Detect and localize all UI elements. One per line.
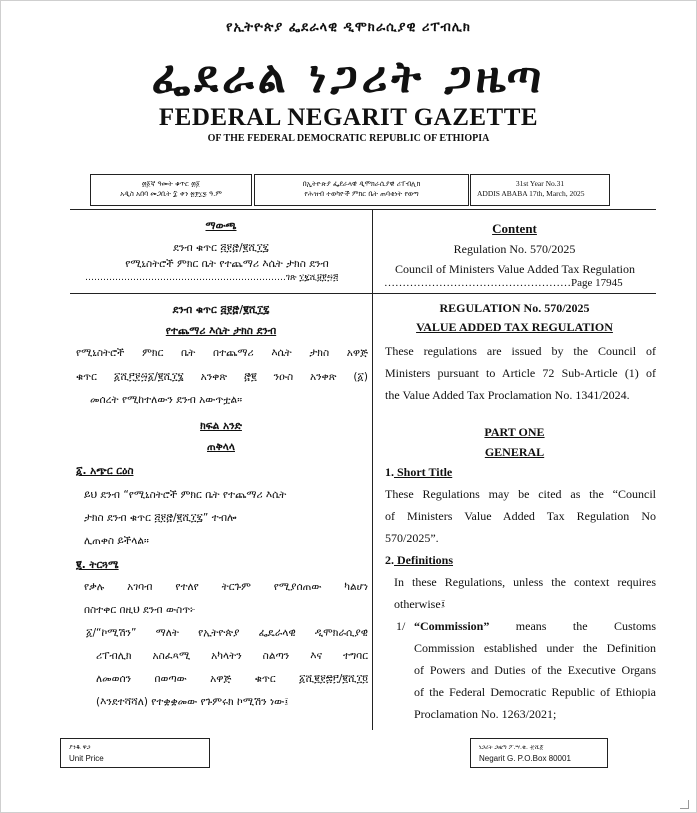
part-subtitle-english: GENERAL: [484, 445, 545, 459]
section-1-line-3-english: 570/2025”.: [385, 531, 439, 545]
contents-rule-left: [70, 293, 372, 294]
definition-1-line-1-rest: means the Customs: [489, 619, 656, 633]
contents-page-amharic: ………………………………………………………….ገጽ ፲፯ሺ፱፻፵፭: [85, 273, 339, 283]
section-2-line-2-english: otherwise፤: [394, 597, 446, 611]
definition-1-line-3-amharic: ለመወሰን በወጣው አዋጅ ቁጥር ፩ሺ፪፻፷፫/፪ሺ፲፬: [96, 673, 368, 685]
definition-1-line-2-amharic: ሪፐብሊክ አስፈጻሚ አካላትን ስልጣን እና ተግባር: [96, 650, 368, 662]
section-1-line-1-amharic: ይህ ደንብ “የሚኒስትሮች ምክር ቤት የተጨማሪ እሴት: [84, 489, 287, 501]
issue-date-english: ADDIS ABABA 17th, March, 2025: [477, 189, 585, 198]
contents-reg-title-amharic: የሚኒስትሮች ምክር ቤት የተጨማሪ እሴት ታክስ ደንብ: [125, 258, 329, 270]
contents-page-english: ……………………………………………Page 17945: [384, 277, 623, 289]
definition-1-line-3-english: of Powers and Duties of the Executive Organs: [414, 663, 656, 677]
issue-number-amharic: ፴፩ኛ ዓመት ቁጥር ፴፩: [141, 180, 201, 188]
top-rule: [70, 209, 656, 210]
reg-title-english: VALUE ADDED TAX REGULATION: [416, 320, 613, 334]
contents-title-english: Content: [492, 221, 537, 236]
section-1-line-3-amharic: ሊጠቀስ ይችላል።: [84, 535, 149, 547]
section-1-line-2-english: of Ministers Value Added Tax Regulation No: [385, 509, 656, 523]
unit-price-english: Unit Price: [69, 754, 104, 763]
definition-1-term: “Commission”: [414, 619, 490, 633]
section-1-line-1-english: These Regulations may be cited as the “Council: [385, 487, 656, 501]
header-amharic-republic: የኢትዮጵያ ፌደራላዊ ዲሞክራሲያዊ ሪፐብሊክ: [226, 20, 471, 35]
part-title-english: PART ONE: [484, 425, 545, 439]
intro-english-line-2: Ministers pursuant to Article 72 Sub-Article (1) of: [385, 366, 656, 380]
contents-title-amharic: ማውጫ: [205, 220, 237, 232]
section-2-number: 2.: [385, 553, 394, 567]
definition-1-number: 1/: [396, 619, 406, 633]
section-2-title: Definitions: [394, 553, 454, 567]
reg-number-english: REGULATION No. 570/2025: [439, 301, 590, 315]
definition-1-line-2-english: Commission established under the Definition: [414, 641, 656, 655]
po-box-box: [470, 738, 608, 768]
unit-price-amharic: ያንዱ ዋጋ: [69, 744, 91, 751]
publisher-info: [254, 174, 469, 206]
definition-1-line-4-amharic: (እንደተሻሻለ) የተቋቋመው የጉምሩክ ኮሚሽን ነው፤: [96, 696, 289, 708]
header-english-title: FEDERAL NEGARIT GAZETTE: [158, 104, 539, 131]
definition-1-line-1-english: [414, 619, 656, 634]
reg-title-amharic: የተጨማሪ እሴት ታክስ ደንብ: [165, 325, 277, 337]
header-english-subtitle: OF THE FEDERAL DEMOCRATIC REPUBLIC OF ETHIOPIA: [207, 133, 490, 144]
header-amharic-title: ፌደራል ነጋሪት ጋዜጣ: [151, 52, 546, 103]
intro-english-line-1: These regulations are issued by the Council of: [385, 344, 656, 358]
intro-english-line-3: the Value Added Tax Proclamation No. 1341/2024.: [385, 388, 630, 402]
section-1-heading-amharic: ፩. አጭር ርዕስ: [76, 465, 134, 477]
po-box-amharic: ነጋሪት ጋዜጣ ፖ.ሣ.ቁ. ፹ሺ፩: [479, 744, 544, 751]
publisher-line-1: በኢትዮጵያ ፌደራላዊ ዲሞክራሲያዊ ሪፐብሊክ: [302, 180, 421, 188]
issue-number-english: 31st Year No.31: [515, 179, 565, 188]
reg-number-amharic: ደንብ ቁጥር ፭፻፸/፪ሺ፲፯: [172, 304, 270, 316]
intro-amharic-line-1: የሚኒስትሮች ምክር ቤት በተጨማሪ እሴት ታክስ አዋጅ: [76, 347, 368, 359]
issue-date-amharic: አዲስ አበባ መጋቢት ፰ ቀን ፳፻፲፯ ዓ.ም: [120, 190, 222, 198]
section-1-title: Short Title: [394, 465, 453, 479]
section-2-heading-amharic: ፪. ትርጓሜ: [76, 559, 119, 571]
po-box-english: Negarit G. P.O.Box 80001: [479, 754, 571, 763]
unit-price-box: [60, 738, 210, 768]
section-1-line-2-amharic: ታክስ ደንብ ቁጥር ፭፻፸/፪ሺ፲፯” ተብሎ: [84, 512, 237, 524]
publisher-line-2: የሕዝብ ተወካዮች ምክር ቤት ጠባቂነት የወጣ: [304, 190, 419, 198]
contents-reg-no-amharic: ደንብ ቁጥር ፭፻፸/፪ሺ፲፯: [173, 242, 269, 254]
part-subtitle-amharic: ጠቅላላ: [207, 441, 235, 453]
page-corner-mark: [680, 800, 689, 809]
intro-amharic-line-2: ቁጥር ፩ሺ፫፻፵፩/፪ሺ፲፮ አንቀጽ ፸፪ ንዑስ አንቀጽ (፩): [76, 371, 368, 383]
section-1-number: 1.: [385, 465, 394, 479]
section-2-line-1-amharic: የቃሉ አገባብ የተለየ ትርጉም የሚያሰጠው ካልሆነ: [84, 581, 368, 593]
column-divider: [372, 210, 373, 730]
part-title-amharic: ክፍል አንድ: [200, 420, 242, 432]
section-2-line-2-amharic: በስተቀር በዚህ ደንብ ውስጥ፦: [84, 604, 196, 616]
definition-1-line-5-english: Proclamation No. 1263/2021;: [414, 707, 557, 721]
issue-info-english: [470, 174, 610, 206]
contents-reg-title-english: Council of Ministers Value Added Tax Regulation: [394, 262, 636, 276]
definition-1-line-1-amharic: ፩/“ኮሚሽን” ማለት የኢትዮጵያ ፌዴራላዊ ዲሞክራሲያዊ: [86, 627, 368, 639]
contents-reg-no-english: Regulation No. 570/2025: [453, 242, 576, 256]
definition-1-line-4-english: of the Federal Democratic Republic of Ethiopia: [414, 685, 656, 699]
issue-info-amharic: [90, 174, 252, 206]
contents-rule-right: [373, 293, 656, 294]
section-2-line-1-english: In these Regulations, unless the context requires: [394, 575, 656, 589]
section-2-heading-english: [385, 553, 453, 568]
intro-amharic-line-3: መሰረት የሚከተለውን ደንብ አውጥቷል።: [90, 394, 243, 406]
section-1-heading-english: [385, 465, 452, 480]
